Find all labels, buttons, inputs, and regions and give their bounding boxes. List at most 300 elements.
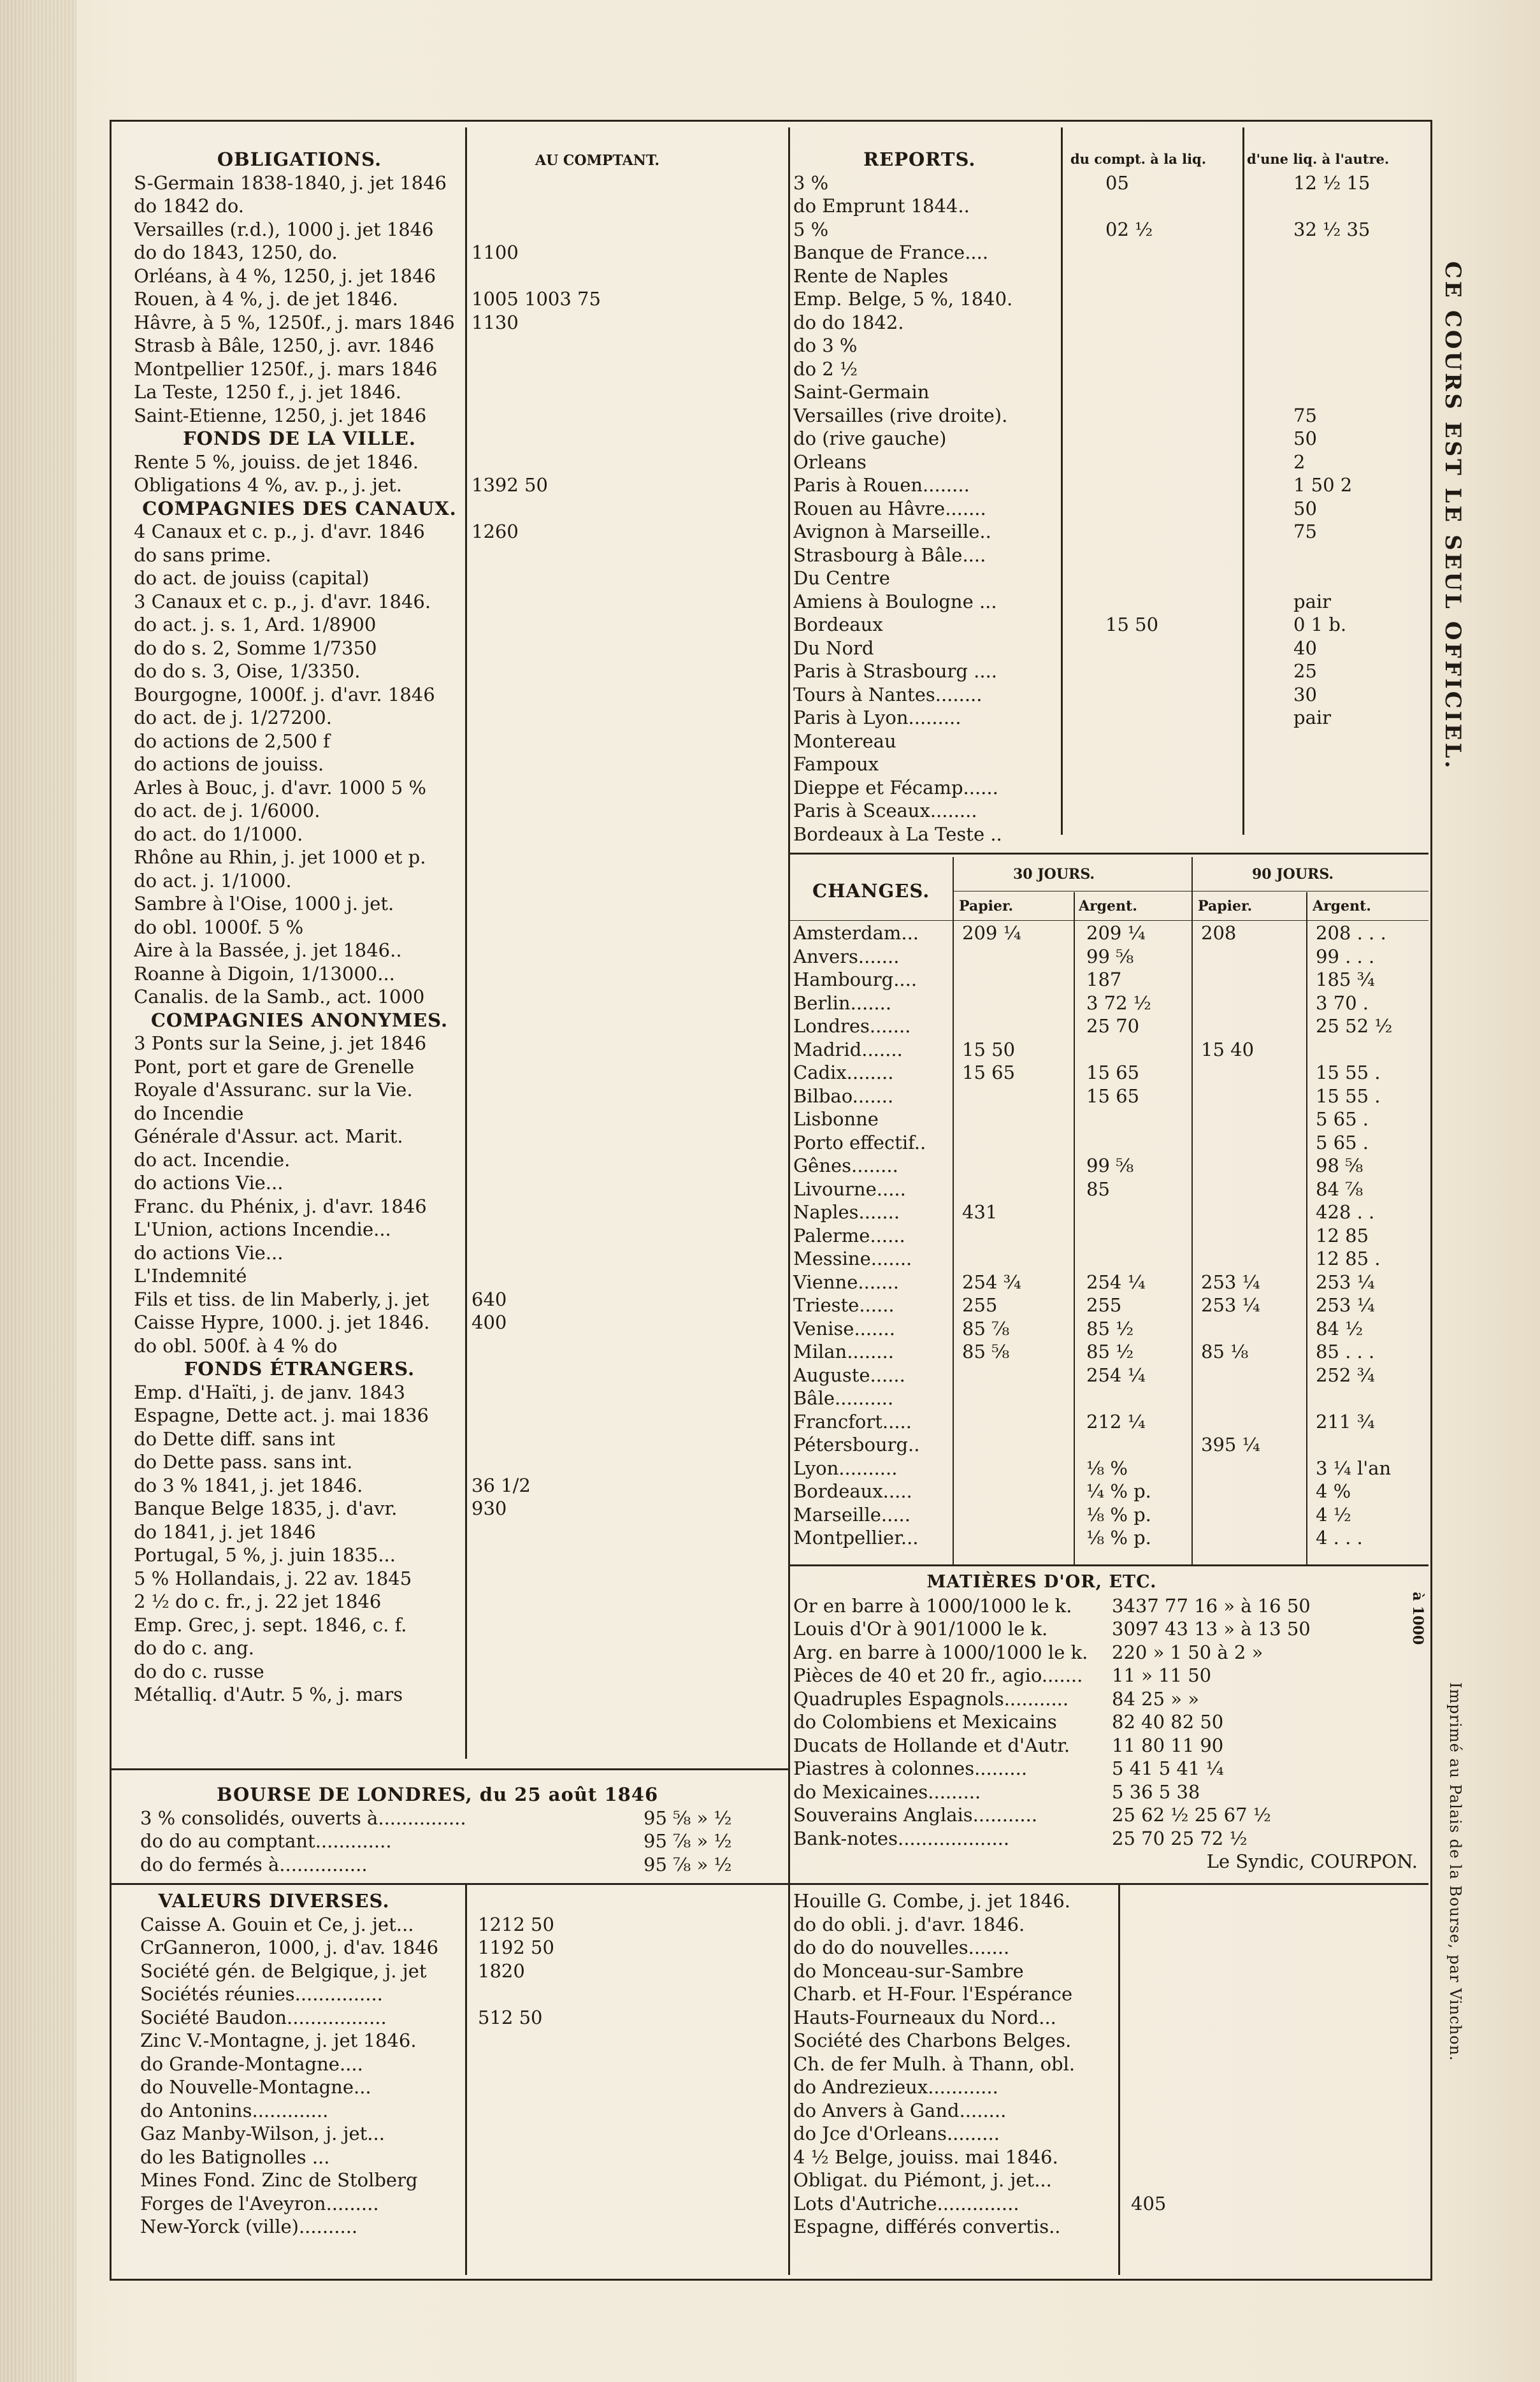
row-label: Pont, port et gare de Grenelle	[134, 1055, 415, 1078]
reports-row	[793, 706, 1424, 730]
table-row	[793, 2099, 1424, 2123]
row-label: Avignon à Marseille..	[793, 521, 991, 542]
row-value: 84 25 » »	[1112, 1687, 1199, 1710]
changes-row	[793, 1526, 1424, 1550]
syndic-signature: Le Syndic, COURPON.	[1206, 1851, 1418, 1872]
table-row	[134, 1241, 777, 1265]
argent-30-value: ⅛ %	[1086, 1457, 1128, 1479]
row-value: 5 36 5 38	[1112, 1780, 1200, 1803]
table-row	[134, 776, 777, 800]
table-row	[134, 637, 777, 660]
row-label: Banque de France....	[793, 242, 989, 263]
argent-90-value: 99 . . .	[1316, 945, 1375, 967]
reports-row	[793, 590, 1424, 614]
papier-90-value: 15 40	[1201, 1038, 1255, 1060]
argent-30-value: ⅛ % p.	[1086, 1527, 1151, 1548]
row-label: Franc. du Phénix, j. d'avr. 1846	[134, 1195, 427, 1217]
table-row	[134, 1450, 777, 1474]
table-row	[134, 1404, 777, 1427]
divider-mid-col	[788, 127, 790, 2275]
fonds-ville-heading: FONDS DE LA VILLE.	[183, 428, 416, 449]
changes-row	[793, 1131, 1424, 1155]
changes-row	[793, 1108, 1424, 1131]
row-label: Louis d'Or à 901/1000 le k.	[793, 1618, 1048, 1640]
papier-90-value: 253 ¼	[1201, 1271, 1260, 1293]
row-label: do sans prime.	[134, 544, 271, 566]
table-row	[134, 287, 777, 311]
city-label: Berlin.......	[793, 992, 892, 1014]
row-label: Caisse A. Gouin et Ce, j. jet...	[140, 1913, 414, 1935]
reports-col2-heading: d'une liq. à l'autre.	[1247, 151, 1390, 167]
row-label: do do obli. j. d'avr. 1846.	[793, 1913, 1025, 1935]
row-label: do act. Incendie.	[134, 1148, 291, 1171]
city-label: Bâle..........	[793, 1387, 894, 1409]
argent-90-value: 5 65 .	[1316, 1131, 1369, 1153]
row-value: 5 41 5 41 ¼	[1112, 1758, 1224, 1779]
table-row	[793, 1982, 1424, 2006]
changes-row	[793, 968, 1424, 992]
report-liq-value: 30	[1293, 683, 1317, 705]
table-row	[134, 1311, 777, 1334]
row-label: do 3 % 1841, j. jet 1846.	[134, 1474, 363, 1496]
divider-lower-top	[112, 1883, 1428, 1885]
reports-row	[793, 753, 1424, 776]
report-liq-value: 0 1 b.	[1293, 614, 1347, 635]
row-label: 3 % consolidés, ouverts à...............	[140, 1807, 466, 1829]
changes-row	[793, 1317, 1424, 1341]
report-compt-value: 15 50	[1105, 614, 1159, 635]
row-value: 930	[471, 1498, 507, 1519]
reports-panel	[793, 148, 1424, 846]
table-row	[134, 869, 777, 893]
row-label: do Mexicaines.........	[793, 1780, 981, 1803]
argent-90-value: 3 70 .	[1316, 992, 1369, 1014]
table-row	[793, 2029, 1424, 2053]
papier-30-value: 254 ¾	[962, 1271, 1021, 1293]
papier-90-value: 85 ⅛	[1201, 1341, 1249, 1362]
city-label: Venise.......	[793, 1317, 895, 1339]
city-label: Porto effectif..	[793, 1131, 926, 1153]
divider-reports-bottom	[788, 853, 1428, 855]
row-value: 1130	[471, 311, 519, 333]
table-row	[793, 1687, 1424, 1711]
argent-90-value: 15 55 .	[1316, 1062, 1381, 1083]
changes-header-1	[793, 860, 1424, 902]
table-row	[134, 660, 777, 683]
argent-90-value: 4 . . .	[1316, 1527, 1363, 1548]
table-row	[134, 311, 777, 335]
row-label: Montpellier 1250f., j. mars 1846	[134, 357, 438, 380]
table-row	[140, 2192, 784, 2216]
report-liq-value: 12 ½ 15	[1293, 171, 1371, 194]
report-compt-value: 05	[1105, 171, 1129, 194]
reports-row	[793, 380, 1424, 404]
row-value: 400	[471, 1311, 507, 1333]
row-label: Société Baudon.................	[140, 2006, 387, 2028]
changes-row	[793, 1061, 1424, 1085]
row-value: 36 1/2	[471, 1474, 531, 1496]
row-label: do Anvers à Gand........	[793, 2099, 1007, 2121]
table-row	[134, 1171, 777, 1195]
row-label: Sociétés réunies...............	[140, 1983, 383, 2005]
row-value: 1005 1003 75	[471, 288, 601, 310]
argent-90-value: 208 . . .	[1316, 922, 1386, 944]
row-value: 1212 50	[478, 1913, 554, 1935]
city-label: Madrid.......	[793, 1038, 903, 1060]
reports-row	[793, 287, 1424, 311]
row-label: do Antonins.............	[140, 2099, 329, 2121]
row-value: 95 ⅝ » ½	[644, 1807, 732, 1829]
table-row	[140, 2053, 784, 2076]
row-label: Fampoux	[793, 753, 879, 775]
row-label: Saint-Etienne, 1250, j. jet 1846	[134, 404, 427, 426]
reports-row	[793, 427, 1424, 451]
table-row	[134, 613, 777, 637]
row-label: Rente 5 %, jouiss. de jet 1846.	[134, 451, 419, 473]
changes-row	[793, 1340, 1424, 1364]
argent-90-value: 428 . .	[1316, 1201, 1375, 1223]
table-row	[134, 544, 777, 567]
table-row	[134, 218, 777, 242]
row-label: do actions de 2,500 f	[134, 730, 330, 752]
londres-heading: BOURSE DE LONDRES, du 25 août 1846	[217, 1784, 659, 1805]
table-row	[793, 2122, 1424, 2146]
row-label: do do do nouvelles.......	[793, 1937, 1010, 1958]
canaux-heading: COMPAGNIES DES CANAUX.	[142, 497, 457, 519]
row-value: 1260	[471, 521, 519, 542]
table-row	[134, 1032, 777, 1055]
row-label: do do s. 2, Somme 1/7350	[134, 637, 377, 659]
papier-30-value: 85 ⅝	[962, 1341, 1010, 1362]
reports-header	[793, 148, 1424, 171]
table-row	[134, 1613, 777, 1637]
row-label: Or en barre à 1000/1000 le k.	[793, 1594, 1072, 1617]
city-label: Francfort.....	[793, 1410, 912, 1433]
row-label: Canalis. de la Samb., act. 1000	[134, 986, 425, 1007]
row-label: Lots d'Autriche..............	[793, 2192, 1019, 2214]
table-row	[134, 753, 777, 776]
row-value: 11 » 11 50	[1112, 1664, 1212, 1686]
row-value: 82 40 82 50	[1112, 1711, 1224, 1733]
changes-row	[793, 1178, 1424, 1201]
report-compt-value: 02 ½	[1105, 218, 1153, 240]
argent-90-value: 12 85	[1316, 1224, 1369, 1246]
book-binding	[0, 0, 76, 2382]
table-row	[134, 1567, 777, 1591]
city-label: Auguste......	[793, 1364, 905, 1386]
row-label: Bourgogne, 1000f. j. d'avr. 1846	[134, 683, 435, 705]
papier-90-heading: Papier.	[1198, 898, 1253, 914]
row-label: Paris à Strasbourg ....	[793, 660, 998, 682]
row-label: Mines Fond. Zinc de Stolberg	[140, 2169, 418, 2191]
row-label: do obl. 500f. à 4 % do	[134, 1334, 338, 1357]
argent-90-value: 85 . . .	[1316, 1341, 1375, 1362]
changes-row	[793, 945, 1424, 969]
report-liq-value: 40	[1293, 637, 1317, 659]
table-row	[140, 2146, 784, 2169]
row-label: Hâvre, à 5 %, 1250f., j. mars 1846	[134, 311, 455, 333]
reports-row	[793, 311, 1424, 335]
changes-30-heading: 30 JOURS.	[1013, 866, 1095, 883]
table-row	[134, 380, 777, 404]
table-row	[140, 2075, 784, 2099]
row-label: Versailles (r.d.), 1000 j. jet 1846	[134, 218, 434, 240]
row-label: do 3 %	[793, 335, 858, 356]
table-row	[140, 1807, 777, 1830]
row-label: do les Batignolles ...	[140, 2146, 330, 2168]
changes-heading: CHANGES.	[812, 880, 930, 902]
reports-col1-heading: du compt. à la liq.	[1070, 151, 1207, 167]
row-label: Versailles (rive droite).	[793, 404, 1008, 426]
row-label: Quadruples Espagnols...........	[793, 1687, 1069, 1710]
table-row	[134, 730, 777, 753]
row-label: do Andrezieux............	[793, 2076, 998, 2098]
report-liq-value: 75	[1293, 521, 1317, 542]
row-label: Aire à la Bassée, j. jet 1846..	[134, 939, 402, 961]
table-row	[793, 1594, 1424, 1618]
row-label: Espagne, différés convertis..	[793, 2216, 1061, 2237]
matieres-side-note: à 1000	[1409, 1592, 1426, 1645]
argent-30-value: 255	[1086, 1294, 1122, 1316]
row-label: Société gén. de Belgique, j. jet	[140, 1960, 427, 1982]
argent-30-value: 85 ½	[1086, 1317, 1134, 1339]
argent-30-value: 85	[1086, 1178, 1110, 1200]
row-label: Générale d'Assur. act. Marit.	[134, 1125, 403, 1147]
row-label: 5 % Hollandais, j. 22 av. 1845	[134, 1567, 412, 1589]
reports-row	[793, 451, 1424, 474]
row-label: 3 Ponts sur la Seine, j. jet 1846	[134, 1032, 427, 1054]
changes-row	[793, 1480, 1424, 1503]
table-row	[140, 2029, 784, 2053]
row-label: 5 %	[793, 218, 829, 240]
row-label: do Monceau-sur-Sambre	[793, 1960, 1024, 1982]
row-label: Banque Belge 1835, j. d'avr.	[134, 1498, 398, 1519]
row-label: Forges de l'Aveyron.........	[140, 2192, 379, 2214]
obligations-heading: OBLIGATIONS.	[217, 148, 382, 170]
row-label: do Colombiens et Mexicains	[793, 1711, 1057, 1733]
row-label: do Dette pass. sans int.	[134, 1451, 353, 1473]
report-liq-value: pair	[1293, 590, 1331, 612]
table-row	[793, 1913, 1424, 1937]
table-row	[134, 1636, 777, 1660]
changes-row	[793, 1294, 1424, 1317]
table-row	[134, 590, 777, 614]
valeurs-heading: VALEURS DIVERSES.	[158, 1890, 390, 1912]
row-label: Pièces de 40 et 20 fr., agio.......	[793, 1664, 1083, 1686]
argent-90-value: 253 ¼	[1316, 1294, 1375, 1316]
table-row	[793, 1827, 1424, 1851]
row-label: New-Yorck (ville)..........	[140, 2216, 358, 2237]
row-value: 1392 50	[471, 474, 548, 496]
argent-90-value: 4 ½	[1316, 1503, 1351, 1526]
city-label: Naples.......	[793, 1201, 900, 1223]
row-label: Société des Charbons Belges.	[793, 2030, 1072, 2051]
row-label: do do fermés à...............	[140, 1853, 368, 1875]
row-label: Bank-notes...................	[793, 1827, 1010, 1849]
row-label: do Incendie	[134, 1102, 244, 1124]
reports-row	[793, 334, 1424, 357]
reports-heading: REPORTS.	[863, 148, 976, 170]
row-label: Royale d'Assuranc. sur la Vie.	[134, 1079, 413, 1101]
changes-row	[793, 921, 1424, 945]
city-label: Amsterdam...	[793, 922, 919, 944]
row-label: Du Centre	[793, 567, 890, 589]
changes-row	[793, 1224, 1424, 1248]
table-row	[134, 357, 777, 381]
table-row	[140, 1936, 784, 1960]
changes-90-heading: 90 JOURS.	[1252, 866, 1334, 883]
row-label: Strasbourg à Bâle....	[793, 544, 986, 566]
city-label: Gênes........	[793, 1155, 898, 1176]
changes-row	[793, 1364, 1424, 1387]
row-label: Roanne à Digoin, 1/13000...	[134, 962, 395, 985]
table-row	[134, 1264, 777, 1288]
papier-30-value: 85 ⅞	[962, 1317, 1010, 1339]
row-label: Souverains Anglais...........	[793, 1804, 1038, 1826]
reports-row	[793, 567, 1424, 590]
table-row	[134, 823, 777, 846]
papier-90-value: 208	[1201, 922, 1237, 944]
argent-30-value: 85 ½	[1086, 1341, 1134, 1362]
changes-row	[793, 1457, 1424, 1480]
table-row	[140, 2099, 784, 2123]
divider-left-bottom	[112, 1768, 788, 1770]
papier-30-value: 15 65	[962, 1062, 1016, 1083]
changes-row	[793, 1154, 1424, 1178]
changes-row	[793, 1247, 1424, 1271]
table-row	[134, 916, 777, 939]
reports-row	[793, 218, 1424, 242]
row-label: Du Nord	[793, 637, 874, 659]
report-liq-value: 2	[1293, 451, 1306, 473]
row-label: Arg. en barre à 1000/1000 le k.	[793, 1641, 1088, 1663]
row-label: 4 ½ Belge, jouiss. mai 1846.	[793, 2146, 1058, 2168]
row-label: Rouen, à 4 %, j. de jet 1846.	[134, 288, 398, 310]
table-row	[134, 846, 777, 869]
row-label: do act. de j. 1/6000.	[134, 800, 320, 821]
table-row	[793, 1617, 1424, 1641]
table-row	[140, 2122, 784, 2146]
row-label: L'Union, actions Incendie...	[134, 1218, 391, 1240]
argent-30-value: 25 70	[1086, 1015, 1140, 1037]
row-label: do do c. russe	[134, 1660, 264, 1682]
table-row	[140, 2215, 784, 2239]
table-row	[134, 1427, 777, 1451]
row-label: Paris à Lyon.........	[793, 707, 961, 728]
row-label: Rhône au Rhin, j. jet 1000 et p.	[134, 846, 426, 868]
table-row	[134, 194, 777, 218]
row-label: do actions de jouiss.	[134, 753, 324, 775]
changes-row	[793, 1201, 1424, 1224]
matieres-signature-row	[793, 1850, 1424, 1873]
changes-row	[793, 1014, 1424, 1038]
row-label: do Emprunt 1844..	[793, 195, 970, 217]
table-row	[134, 404, 777, 428]
city-label: Bilbao.......	[793, 1085, 894, 1107]
argent-30-value: 209 ¼	[1086, 922, 1146, 944]
city-label: Livourne.....	[793, 1178, 906, 1200]
table-row	[134, 264, 777, 288]
argent-30-value: ¼ % p.	[1086, 1480, 1151, 1502]
row-label: 2 ½ do c. fr., j. 22 jet 1846	[134, 1591, 382, 1612]
argent-90-value: 211 ¾	[1316, 1410, 1375, 1433]
argent-30-value: 3 72 ½	[1086, 992, 1151, 1014]
side-imprint: Imprimé au Palais de la Bourse, par Vinchon.	[1446, 1682, 1464, 2061]
table-row	[793, 2169, 1424, 2192]
changes-row	[793, 1085, 1424, 1108]
table-row	[134, 473, 777, 497]
table-row	[134, 451, 777, 474]
changes-row	[793, 992, 1424, 1015]
row-label: do actions Vie...	[134, 1241, 284, 1264]
table-row	[134, 1102, 777, 1125]
londres-panel	[140, 1783, 777, 1876]
table-row	[134, 1474, 777, 1498]
table-row	[134, 892, 777, 916]
left-column	[134, 148, 777, 1707]
row-label: Emp. d'Haïti, j. de janv. 1843	[134, 1381, 405, 1403]
valeurs-panel	[140, 1889, 784, 2239]
row-label: do do au comptant.............	[140, 1830, 392, 1852]
argent-30-value: 15 65	[1086, 1062, 1140, 1083]
city-label: Montpellier...	[793, 1527, 919, 1548]
table-row	[793, 2053, 1424, 2076]
table-row	[134, 567, 777, 590]
table-row	[134, 683, 777, 707]
table-row	[134, 1683, 777, 1707]
row-value: 11 80 11 90	[1112, 1734, 1224, 1756]
argent-90-value: 253 ¼	[1316, 1271, 1375, 1293]
city-label: Lisbonne	[793, 1108, 879, 1130]
table-row	[140, 1982, 784, 2006]
argent-90-value: 252 ¾	[1316, 1364, 1375, 1386]
etrangers-heading: FONDS ÉTRANGERS.	[184, 1358, 415, 1380]
row-label: do 1841, j. jet 1846	[134, 1520, 316, 1543]
row-label: La Teste, 1250 f., j. jet 1846.	[134, 381, 402, 403]
row-value: 512 50	[478, 2006, 543, 2028]
argent-30-value: 15 65	[1086, 1085, 1140, 1107]
row-label: Caisse Hypre, 1000. j. jet 1846.	[134, 1311, 430, 1333]
changes-row	[793, 1433, 1424, 1457]
table-row	[134, 1590, 777, 1613]
table-row	[134, 1520, 777, 1544]
reports-row	[793, 637, 1424, 660]
table-row	[134, 1288, 777, 1311]
row-label: do Nouvelle-Montagne...	[140, 2076, 371, 2098]
papier-90-value: 395 ¼	[1201, 1434, 1260, 1455]
changes-row	[793, 1271, 1424, 1294]
argent-30-value: 212 ¼	[1086, 1410, 1146, 1433]
row-label: do Grande-Montagne....	[140, 2053, 363, 2075]
papier-30-value: 431	[962, 1201, 998, 1223]
city-label: Lyon..........	[793, 1457, 898, 1479]
reports-row	[793, 171, 1424, 195]
city-label: Palerme......	[793, 1224, 905, 1246]
reports-row	[793, 544, 1424, 567]
city-label: Marseille.....	[793, 1503, 910, 1526]
table-row	[134, 985, 777, 1009]
table-row	[140, 1913, 784, 1937]
row-label: Zinc V.-Montagne, j. jet 1846.	[140, 2030, 417, 2051]
papier-30-heading: Papier.	[959, 898, 1014, 914]
report-liq-value: 1 50 2	[1293, 474, 1353, 496]
reports-row	[793, 799, 1424, 823]
reports-row	[793, 473, 1424, 497]
argent-90-heading: Argent.	[1313, 898, 1371, 914]
city-label: Trieste......	[793, 1294, 895, 1316]
row-label: Bordeaux à La Teste ..	[793, 823, 1002, 845]
row-label: Emp. Belge, 5 %, 1840.	[793, 288, 1013, 310]
